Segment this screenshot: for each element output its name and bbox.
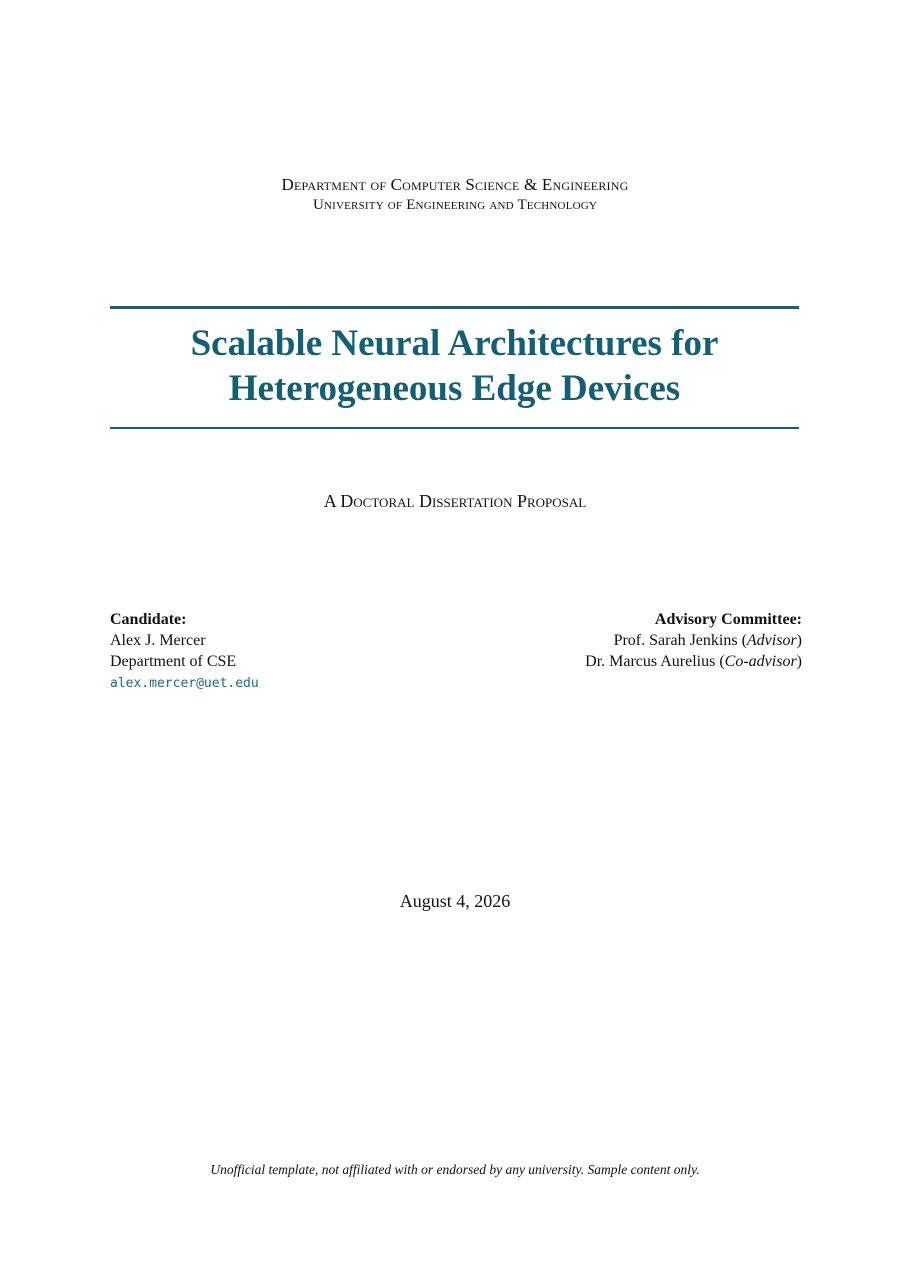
committee-member-role: Advisor bbox=[746, 632, 797, 649]
candidate-block bbox=[110, 609, 450, 695]
committee-member: Dr. Marcus Aurelius (Co-advisor) bbox=[585, 653, 802, 670]
candidate-name: Alex J. Mercer bbox=[110, 632, 206, 649]
committee-member: Prof. Sarah Jenkins (Advisor) bbox=[613, 632, 802, 649]
department-name: Department of Computer Science & Engineering bbox=[281, 175, 629, 194]
committee-member-role: Co-advisor bbox=[724, 653, 797, 670]
title-bottom-rule bbox=[110, 427, 799, 429]
committee-block bbox=[422, 609, 802, 672]
candidate-department: Department of CSE bbox=[110, 653, 237, 670]
committee-heading: Advisory Committee: bbox=[654, 611, 802, 628]
candidate-heading: Candidate: bbox=[110, 611, 187, 628]
committee-member-name: Prof. Sarah Jenkins bbox=[613, 632, 738, 649]
title-line-1: Scalable Neural Architectures for bbox=[190, 323, 719, 364]
title-top-rule bbox=[110, 306, 799, 309]
candidate-email-link[interactable]: alex.mercer@uet.edu bbox=[110, 676, 259, 691]
title-line-2: Heterogeneous Edge Devices bbox=[228, 368, 681, 409]
document-subtitle: A Doctoral Dissertation Proposal bbox=[323, 491, 587, 511]
document-date: August 4, 2026 bbox=[399, 891, 511, 911]
disclaimer-footer: Unofficial template, not affiliated with or endorsed by any university. Sample content only. bbox=[210, 1162, 700, 1177]
university-name: University of Engineering and Technology bbox=[312, 197, 598, 213]
committee-member-name: Dr. Marcus Aurelius bbox=[585, 653, 716, 670]
